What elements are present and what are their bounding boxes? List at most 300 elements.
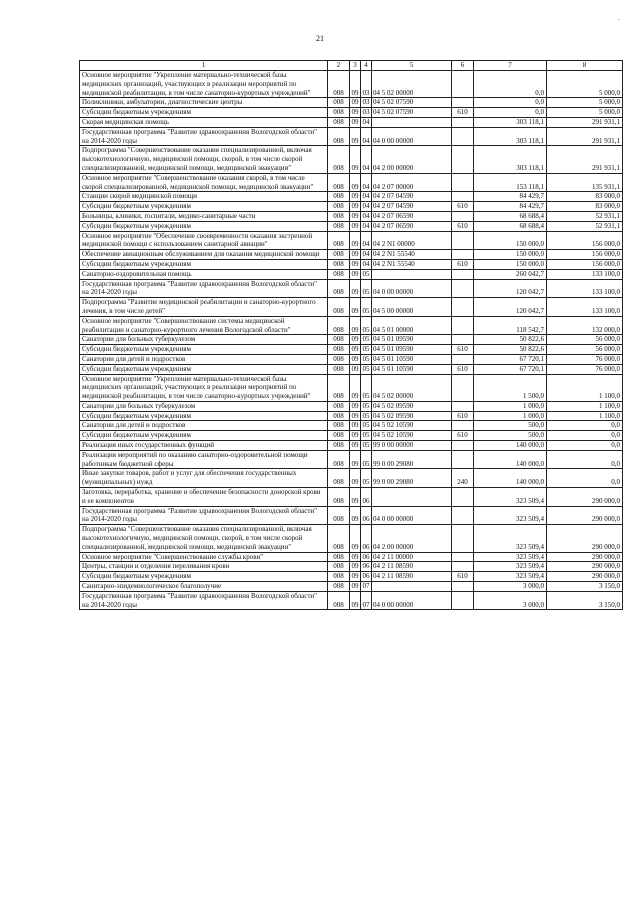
table-row <box>80 316 623 335</box>
admin-code-cell: 008 <box>328 298 350 317</box>
target-article-cell: 04 5 01 09590 <box>372 335 452 345</box>
amount-2019-cell: 260 042,7 <box>474 269 547 279</box>
target-article-cell: 04 5 01 09590 <box>372 345 452 355</box>
amount-2019-cell: 150 000,0 <box>474 259 547 269</box>
section-code-cell: 09 <box>351 335 359 344</box>
table-row <box>80 441 623 451</box>
admin-code-cell: 008 <box>328 279 350 298</box>
amount-2019-cell: 323 509,4 <box>474 552 547 562</box>
expense-type-cell: 610 <box>452 202 474 212</box>
section-code-cell: 09 <box>350 506 361 525</box>
row-name-cell: Субсидии бюджетным учреждениям <box>80 364 328 374</box>
subsection-code-cell: 05 <box>361 450 372 469</box>
row-name-cell: Основное мероприятие "Совершенствование системы медицинской реабилитации и санаторно-курортного лечения Вологодской области" <box>80 316 328 335</box>
subsection-code-cell: 05 <box>362 335 370 344</box>
section-code-cell: 09 <box>351 411 359 420</box>
target-article-cell: 04 5 02 09590 <box>372 401 452 411</box>
admin-code-cell: 008 <box>328 441 350 451</box>
target-article-cell: 04 2 07 06590 <box>372 211 452 221</box>
row-name-cell: Основное мероприятие "Укрепление материально-технической базы медицинских организаций, участвующих в реализации мероприятий по медицинской реабилитации, в том числе санаторно-курортных учреждений" <box>80 71 328 98</box>
row-name-cell: Субсидии бюджетным учреждениям <box>80 572 328 582</box>
amount-2019-cell: 50 822,6 <box>474 335 547 345</box>
amount-2019-cell: 84 429,7 <box>474 192 547 202</box>
section-code-cell: 09 <box>350 316 361 335</box>
table-row <box>80 279 623 298</box>
row-name-cell: Основное мероприятие "Совершенствование оказания скорой, в том числе скорой специализированной, медицинской помощи, медицинской эвакуации" <box>80 173 328 192</box>
target-article-cell: 99 0 00 29080 <box>372 450 452 469</box>
subsection-code-cell: 06 <box>361 488 372 507</box>
subsection-code-cell: 04 <box>362 117 370 126</box>
table-row <box>80 202 623 212</box>
column-header: 5 <box>372 61 452 71</box>
row-name-cell: Подпрограмма "Совершенствование оказания специализированной, включая высокотехнологичную, медицинской помощи, скорой, в том числе скорой специализированной, медицинской помощи, медицинской эвакуации" <box>80 146 328 173</box>
amount-2019-cell: 118 542,7 <box>474 316 547 335</box>
amount-2020-cell: 1 100,0 <box>547 401 623 411</box>
target-article-cell: 04 5 01 10590 <box>372 354 452 364</box>
admin-code-cell: 008 <box>328 250 350 260</box>
amount-2020-cell: 0,0 <box>547 421 623 431</box>
column-header: 7 <box>474 61 547 71</box>
subsection-code-cell: 04 <box>362 259 370 268</box>
expense-type-cell <box>452 279 474 298</box>
expense-type-cell <box>452 488 474 507</box>
expense-type-cell <box>452 117 474 127</box>
target-article-cell: 04 0 00 00000 <box>372 279 452 298</box>
subsection-code-cell: 03 <box>362 108 370 117</box>
subsection-code-cell: 05 <box>361 374 372 401</box>
target-article-cell: 04 5 02 00000 <box>372 374 452 401</box>
admin-code-cell: 008 <box>328 259 350 269</box>
expense-type-cell <box>452 146 474 173</box>
subsection-code-cell: 04 <box>362 211 370 220</box>
section-code-cell: 09 <box>350 525 361 552</box>
row-name-cell: Санатории для больных туберкулезом <box>80 335 328 345</box>
amount-2020-cell: 52 931,1 <box>547 221 623 231</box>
amount-2019-cell: 120 042,7 <box>474 279 547 298</box>
subsection-code-cell: 07 <box>361 591 372 610</box>
admin-code-cell: 008 <box>328 345 350 355</box>
expense-type-cell <box>452 441 474 451</box>
amount-2020-cell: 3 150,0 <box>547 591 623 610</box>
row-name-cell: Государственная программа "Развитие здравоохранения Вологодской области" на 2014-2020 годы <box>80 127 328 146</box>
amount-2019-cell: 3 000,0 <box>474 582 547 592</box>
subsection-code-cell: 05 <box>362 401 370 410</box>
subsection-code-cell: 05 <box>361 316 372 335</box>
expense-type-cell: 240 <box>452 469 474 488</box>
expense-type-cell <box>452 211 474 221</box>
admin-code-cell: 008 <box>328 202 350 212</box>
amount-2019-cell: 150 000,0 <box>474 250 547 260</box>
subsection-code-cell: 05 <box>362 421 370 430</box>
expense-type-cell: 610 <box>452 364 474 374</box>
expense-type-cell: 610 <box>452 221 474 231</box>
table-row <box>80 269 623 279</box>
section-code-cell: 09 <box>350 469 361 488</box>
row-name-cell: Государственная программа "Развитие здравоохранения Вологодской области" на 2014-2020 годы <box>80 506 328 525</box>
admin-code-cell: 008 <box>328 71 350 98</box>
amount-2020-cell: 133 100,0 <box>547 279 623 298</box>
table-row <box>80 192 623 202</box>
amount-2019-cell: 67 720,1 <box>474 364 547 374</box>
subsection-code-cell: 05 <box>361 469 372 488</box>
amount-2020-cell: 290 000,0 <box>547 562 623 572</box>
expense-type-cell <box>452 192 474 202</box>
subsection-code-cell: 03 <box>361 71 372 98</box>
admin-code-cell: 008 <box>328 582 350 592</box>
section-code-cell: 09 <box>351 117 359 126</box>
amount-2020-cell: 135 931,1 <box>547 173 623 192</box>
amount-2020-cell: 291 931,1 <box>547 146 623 173</box>
section-code-cell: 09 <box>351 441 359 450</box>
amount-2020-cell: 290 000,0 <box>547 552 623 562</box>
amount-2019-cell: 303 118,1 <box>474 127 547 146</box>
table-row <box>80 411 623 421</box>
row-name-cell: Иные закупки товаров, работ и услуг для обеспечения государственных (муниципальных) нужд <box>80 469 328 488</box>
amount-2020-cell: 290 000,0 <box>547 572 623 582</box>
amount-2020-cell: 0,0 <box>547 431 623 441</box>
admin-code-cell: 008 <box>328 488 350 507</box>
expense-type-cell <box>452 450 474 469</box>
column-header: 3 <box>350 61 361 71</box>
row-name-cell: Обеспечение авиационным обслуживанием для оказания медицинской помощи <box>80 250 328 260</box>
subsection-code-cell: 05 <box>362 441 370 450</box>
amount-2019-cell: 68 688,4 <box>474 221 547 231</box>
column-header: 6 <box>452 61 474 71</box>
target-article-cell: 04 5 02 07590 <box>372 98 452 108</box>
subsection-code-cell: 05 <box>361 298 372 317</box>
table-row <box>80 421 623 431</box>
amount-2020-cell: 133 100,0 <box>547 269 623 279</box>
amount-2020-cell: 1 100,0 <box>547 411 623 421</box>
amount-2019-cell: 67 720,1 <box>474 354 547 364</box>
amount-2020-cell: 76 000,0 <box>547 364 623 374</box>
section-code-cell: 09 <box>351 98 359 107</box>
amount-2019-cell: 0,0 <box>474 71 547 98</box>
section-code-cell: 09 <box>350 298 361 317</box>
amount-2020-cell: 291 931,1 <box>547 117 623 127</box>
table-row <box>80 345 623 355</box>
amount-2019-cell: 323 509,4 <box>474 572 547 582</box>
subsection-code-cell: 06 <box>362 572 370 581</box>
expense-type-cell <box>452 127 474 146</box>
admin-code-cell: 008 <box>328 364 350 374</box>
admin-code-cell: 008 <box>328 108 350 118</box>
table-row <box>80 591 623 610</box>
row-name-cell: Санатории для больных туберкулезом <box>80 401 328 411</box>
expense-type-cell <box>452 421 474 431</box>
row-name-cell: Реализация иных государственных функций <box>80 441 328 451</box>
subsection-code-cell: 04 <box>361 146 372 173</box>
amount-2019-cell: 500,0 <box>474 421 547 431</box>
expense-type-cell <box>452 374 474 401</box>
amount-2019-cell: 3 000,0 <box>474 591 547 610</box>
subsection-code-cell: 06 <box>361 506 372 525</box>
expense-type-cell: 610 <box>452 259 474 269</box>
subsection-code-cell: 05 <box>362 354 370 363</box>
amount-2020-cell: 132 000,0 <box>547 316 623 335</box>
amount-2019-cell: 1 000,0 <box>474 401 547 411</box>
amount-2020-cell: 156 000,0 <box>547 250 623 260</box>
amount-2020-cell: 3 150,0 <box>547 582 623 592</box>
amount-2020-cell: 0,0 <box>547 441 623 451</box>
target-article-cell: 04 5 02 07590 <box>372 108 452 118</box>
section-code-cell: 09 <box>351 582 359 591</box>
subsection-code-cell: 06 <box>362 562 370 571</box>
table-row <box>80 562 623 572</box>
amount-2019-cell: 150 000,0 <box>474 231 547 250</box>
section-code-cell: 09 <box>351 192 359 201</box>
table-row <box>80 117 623 127</box>
expense-type-cell <box>452 335 474 345</box>
target-article-cell: 04 2 11 08590 <box>372 572 452 582</box>
row-name-cell: Санитарно-эпидемиологическое благополучие <box>80 582 328 592</box>
section-code-cell: 09 <box>350 127 361 146</box>
budget-table <box>79 60 623 610</box>
target-article-cell: 04 2 N1 55540 <box>372 250 452 260</box>
subsection-code-cell: 04 <box>361 127 372 146</box>
expense-type-cell <box>452 354 474 364</box>
subsection-code-cell: 05 <box>362 269 370 278</box>
row-name-cell: Скорая медицинская помощь <box>80 117 328 127</box>
table-row <box>80 71 623 98</box>
table-row <box>80 431 623 441</box>
corner-mark: . <box>618 14 620 22</box>
table-row <box>80 127 623 146</box>
admin-code-cell: 008 <box>328 173 350 192</box>
table-row <box>80 525 623 552</box>
amount-2019-cell: 120 042,7 <box>474 298 547 317</box>
row-name-cell: Больницы, клиники, госпитали, медико-санитарные части <box>80 211 328 221</box>
subsection-code-cell: 04 <box>362 250 370 259</box>
expense-type-cell: 610 <box>452 108 474 118</box>
target-article-cell: 04 2 07 04590 <box>372 192 452 202</box>
admin-code-cell: 008 <box>328 221 350 231</box>
subsection-code-cell: 05 <box>362 411 370 420</box>
subsection-code-cell: 07 <box>362 582 370 591</box>
admin-code-cell: 008 <box>328 411 350 421</box>
row-name-cell: Основное мероприятие "Обеспечение своевременности оказания экстренной медицинской помощи с использованием санитарной авиации" <box>80 231 328 250</box>
row-name-cell: Основное мероприятие "Совершенствование службы крови" <box>80 552 328 562</box>
row-name-cell: Заготовка, переработка, хранение и обеспечение безопасности донорской крови и ее компонентов <box>80 488 328 507</box>
expense-type-cell: 610 <box>452 572 474 582</box>
admin-code-cell: 008 <box>328 431 350 441</box>
amount-2020-cell: 156 000,0 <box>547 231 623 250</box>
table-row <box>80 231 623 250</box>
admin-code-cell: 008 <box>328 562 350 572</box>
section-code-cell: 09 <box>351 202 359 211</box>
target-article-cell: 04 2 07 04590 <box>372 202 452 212</box>
amount-2020-cell: 83 000,0 <box>547 192 623 202</box>
section-code-cell: 09 <box>350 450 361 469</box>
amount-2020-cell: 56 000,0 <box>547 345 623 355</box>
expense-type-cell <box>452 173 474 192</box>
section-code-cell: 09 <box>351 108 359 117</box>
admin-code-cell: 008 <box>328 552 350 562</box>
row-name-cell: Подпрограмма "Совершенствование оказания специализированной, включая высокотехнологичную, медицинской помощи, скорой, в том числе скорой специализированной, медицинской помощи, медицинской эвакуации" <box>80 525 328 552</box>
table-row <box>80 364 623 374</box>
table-row <box>80 108 623 118</box>
target-article-cell: 99 0 00 00000 <box>372 441 452 451</box>
amount-2019-cell: 500,0 <box>474 431 547 441</box>
admin-code-cell: 008 <box>328 146 350 173</box>
row-name-cell: Государственная программа "Развитие здравоохранения Вологодской области" на 2014-2020 годы <box>80 279 328 298</box>
expense-type-cell <box>452 269 474 279</box>
amount-2019-cell: 0,0 <box>474 98 547 108</box>
row-name-cell: Подпрограмма "Развитие медицинской реабилитации и санаторно-курортного лечения, в том числе детей" <box>80 298 328 317</box>
admin-code-cell: 008 <box>328 192 350 202</box>
admin-code-cell: 008 <box>328 591 350 610</box>
amount-2020-cell: 290 000,0 <box>547 506 623 525</box>
row-name-cell: Санатории для детей и подростков <box>80 354 328 364</box>
subsection-code-cell: 03 <box>362 98 370 107</box>
admin-code-cell: 008 <box>328 506 350 525</box>
row-name-cell: Субсидии бюджетным учреждениям <box>80 108 328 118</box>
admin-code-cell: 008 <box>328 421 350 431</box>
target-article-cell: 99 0 00 29080 <box>372 469 452 488</box>
table-row <box>80 211 623 221</box>
table-row <box>80 488 623 507</box>
table-row <box>80 335 623 345</box>
expense-type-cell <box>452 582 474 592</box>
table-row <box>80 506 623 525</box>
target-article-cell: 04 2 11 00000 <box>372 552 452 562</box>
expense-type-cell <box>452 525 474 552</box>
amount-2020-cell: 0,0 <box>547 469 623 488</box>
target-article-cell: 04 5 02 00000 <box>372 71 452 98</box>
row-name-cell: Поликлиники, амбулатории, диагностические центры <box>80 98 328 108</box>
admin-code-cell: 008 <box>328 117 350 127</box>
section-code-cell: 09 <box>350 173 361 192</box>
amount-2019-cell: 303 118,1 <box>474 117 547 127</box>
expense-type-cell <box>452 250 474 260</box>
admin-code-cell: 008 <box>328 98 350 108</box>
subsection-code-cell: 06 <box>361 525 372 552</box>
amount-2019-cell: 323 509,4 <box>474 488 547 507</box>
subsection-code-cell: 05 <box>362 345 370 354</box>
admin-code-cell: 008 <box>328 525 350 552</box>
section-code-cell: 09 <box>351 269 359 278</box>
target-article-cell: 04 2 N1 55540 <box>372 259 452 269</box>
section-code-cell: 09 <box>351 221 359 230</box>
target-article-cell: 04 2 00 00000 <box>372 525 452 552</box>
admin-code-cell: 008 <box>328 401 350 411</box>
amount-2020-cell: 52 931,1 <box>547 211 623 221</box>
amount-2019-cell: 140 000,0 <box>474 450 547 469</box>
section-code-cell: 09 <box>351 211 359 220</box>
row-name-cell: Субсидии бюджетным учреждениям <box>80 431 328 441</box>
section-code-cell: 09 <box>351 250 359 259</box>
table-row <box>80 173 623 192</box>
target-article-cell: 04 5 02 10590 <box>372 431 452 441</box>
target-article-cell: 04 0 00 00000 <box>372 127 452 146</box>
admin-code-cell: 008 <box>328 269 350 279</box>
row-name-cell: Санаторно-оздоровительная помощь <box>80 269 328 279</box>
target-article-cell: 04 2 N1 00000 <box>372 231 452 250</box>
amount-2020-cell: 291 931,1 <box>547 127 623 146</box>
amount-2020-cell: 1 100,0 <box>547 374 623 401</box>
target-article-cell: 04 5 01 00000 <box>372 316 452 335</box>
amount-2020-cell: 83 000,0 <box>547 202 623 212</box>
section-code-cell: 09 <box>351 259 359 268</box>
column-header: 2 <box>328 61 350 71</box>
subsection-code-cell: 04 <box>362 202 370 211</box>
column-number-header <box>80 61 623 71</box>
table-row <box>80 298 623 317</box>
row-name-cell: Субсидии бюджетным учреждениям <box>80 221 328 231</box>
amount-2019-cell: 153 118,1 <box>474 173 547 192</box>
expense-type-cell: 610 <box>452 411 474 421</box>
target-article-cell: 04 0 00 00000 <box>372 591 452 610</box>
target-article-cell <box>372 117 452 127</box>
table-row <box>80 401 623 411</box>
section-code-cell: 09 <box>351 562 359 571</box>
row-name-cell: Санатории для детей и подростков <box>80 421 328 431</box>
amount-2020-cell: 5 000,0 <box>547 108 623 118</box>
target-article-cell: 04 5 02 10590 <box>372 421 452 431</box>
expense-type-cell: 610 <box>452 345 474 355</box>
amount-2019-cell: 50 822,6 <box>474 345 547 355</box>
section-code-cell: 09 <box>350 374 361 401</box>
admin-code-cell: 008 <box>328 450 350 469</box>
column-header: 4 <box>361 61 372 71</box>
amount-2020-cell: 76 000,0 <box>547 354 623 364</box>
amount-2020-cell: 5 000,0 <box>547 98 623 108</box>
row-name-cell: Субсидии бюджетным учреждениям <box>80 259 328 269</box>
admin-code-cell: 008 <box>328 231 350 250</box>
row-name-cell: Субсидии бюджетным учреждениям <box>80 411 328 421</box>
table-row <box>80 374 623 401</box>
target-article-cell: 04 2 07 00000 <box>372 173 452 192</box>
expense-type-cell <box>452 591 474 610</box>
column-header: 1 <box>80 61 328 71</box>
row-name-cell: Станции скорой медицинской помощи <box>80 192 328 202</box>
amount-2020-cell: 290 000,0 <box>547 488 623 507</box>
amount-2019-cell: 1 500,0 <box>474 374 547 401</box>
section-code-cell: 09 <box>351 354 359 363</box>
target-article-cell: 04 2 07 06590 <box>372 221 452 231</box>
target-article-cell <box>372 582 452 592</box>
table-row <box>80 582 623 592</box>
expense-type-cell <box>452 316 474 335</box>
row-name-cell: Субсидии бюджетным учреждениям <box>80 345 328 355</box>
amount-2019-cell: 140 000,0 <box>474 469 547 488</box>
section-code-cell: 09 <box>351 421 359 430</box>
expense-type-cell <box>452 506 474 525</box>
target-article-cell: 04 0 00 00000 <box>372 506 452 525</box>
expense-type-cell <box>452 552 474 562</box>
amount-2019-cell: 68 688,4 <box>474 211 547 221</box>
amount-2020-cell: 290 000,0 <box>547 525 623 552</box>
admin-code-cell: 008 <box>328 469 350 488</box>
section-code-cell: 09 <box>350 146 361 173</box>
amount-2019-cell: 84 429,7 <box>474 202 547 212</box>
row-name-cell: Центры, станции и отделения переливания крови <box>80 562 328 572</box>
admin-code-cell: 008 <box>328 354 350 364</box>
amount-2019-cell: 0,0 <box>474 108 547 118</box>
section-code-cell: 09 <box>350 231 361 250</box>
table-row <box>80 221 623 231</box>
expense-type-cell <box>452 401 474 411</box>
row-name-cell: Субсидии бюджетным учреждениям <box>80 202 328 212</box>
expense-type-cell <box>452 231 474 250</box>
column-header: 8 <box>547 61 623 71</box>
section-code-cell: 09 <box>350 488 361 507</box>
amount-2019-cell: 323 509,4 <box>474 562 547 572</box>
amount-2020-cell: 5 000,0 <box>547 71 623 98</box>
amount-2019-cell: 140 000,0 <box>474 441 547 451</box>
table-row <box>80 259 623 269</box>
target-article-cell <box>372 488 452 507</box>
